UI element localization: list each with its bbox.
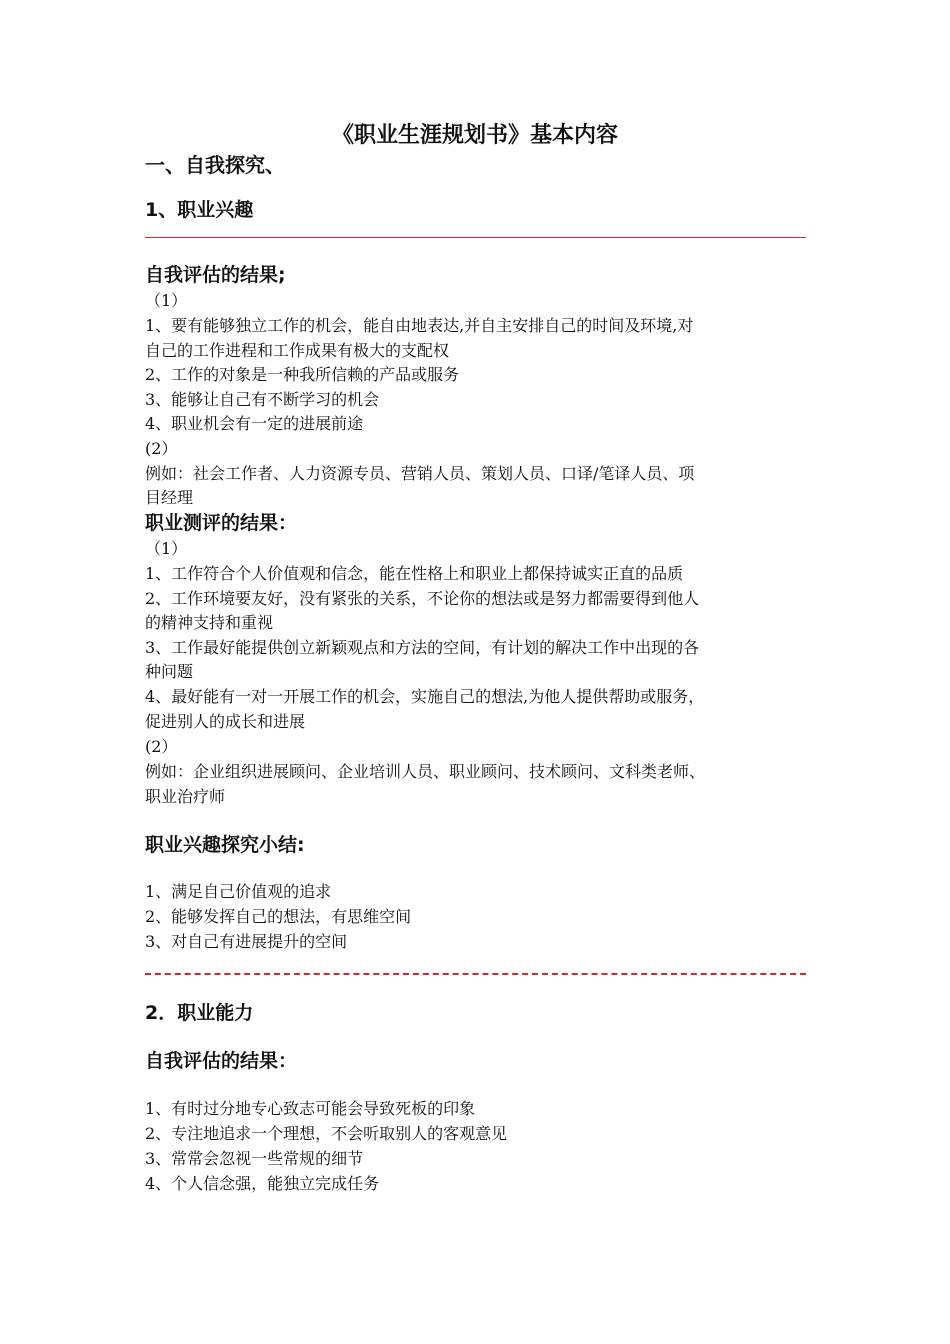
red-divider-solid: [145, 237, 806, 238]
self-eval-example: 例如：社会工作者、人力资源专员、营销人员、策划人员、口译/笔译人员、项: [145, 464, 695, 483]
test-eval-heading: 职业测评的结果：: [145, 512, 298, 534]
subsection-heading-career-interest: 1、职业兴趣: [145, 199, 254, 221]
self-eval-line: 1、要有能够独立工作的机会，能自由地表达,并自主安排自己的时间及环境,对: [145, 316, 694, 335]
ability-self-eval-line: 4、个人信念强，能独立完成任务: [145, 1174, 380, 1193]
test-eval-line: 促进别人的成长和进展: [145, 712, 306, 731]
self-eval-example: 目经理: [145, 488, 194, 507]
ability-self-eval-line: 1、有时过分地专心致志可能会导致死板的印象: [145, 1099, 476, 1118]
test-eval-line: 种问题: [145, 662, 194, 681]
test-eval-example: 职业治疗师: [145, 787, 226, 806]
test-eval-line: 的精神支持和重视: [145, 613, 274, 632]
self-eval-part2-label: (2）: [145, 439, 178, 458]
self-eval-heading: 自我评估的结果;: [145, 264, 286, 286]
red-divider-dashed: [145, 973, 806, 975]
test-eval-line: 4、最好能有一对一开展工作的机会，实施自己的想法,为他人提供帮助或服务，: [145, 687, 705, 706]
document-title: 《职业生涯规划书》基本内容: [331, 123, 618, 148]
test-eval-part2-label: (2）: [145, 737, 178, 756]
self-eval-line: 3、能够让自己有不断学习的机会: [145, 390, 380, 409]
self-eval-part1-label: （1）: [145, 291, 188, 310]
interest-summary-line: 3、对自己有进展提升的空间: [145, 932, 348, 951]
test-eval-line: 1、工作符合个人价值观和信念，能在性格上和职业上都保持诚实正直的品质: [145, 564, 684, 583]
self-eval-line: 4、职业机会有一定的进展前途: [145, 414, 364, 433]
ability-self-eval-heading: 自我评估的结果：: [145, 1050, 298, 1072]
interest-summary-line: 1、满足自己价值观的追求: [145, 882, 332, 901]
interest-summary-line: 2、能够发挥自己的想法，有思维空间: [145, 907, 412, 926]
self-eval-line: 自己的工作进程和工作成果有极大的支配权: [145, 341, 450, 360]
test-eval-example: 例如：企业组织进展顾问、企业培训人员、职业顾问、技术顾问、文科类老师、: [145, 762, 706, 781]
test-eval-part1-label: （1）: [145, 539, 188, 558]
ability-self-eval-line: 3、常常会忽视一些常规的细节: [145, 1149, 364, 1168]
section-heading-self-exploration: 一、自我探究、: [145, 153, 285, 177]
self-eval-line: 2、工作的对象是一种我所信赖的产品或服务: [145, 365, 460, 384]
test-eval-line: 3、工作最好能提供创立新颖观点和方法的空间，有计划的解决工作中出现的各: [145, 638, 700, 657]
ability-self-eval-line: 2、专注地追求一个理想，不会听取别人的客观意见: [145, 1124, 508, 1143]
test-eval-line: 2、工作环境要友好，没有紧张的关系，不论你的想法或是努力都需要得到他人: [145, 589, 700, 608]
subsection-heading-career-ability: 2．职业能力: [145, 1002, 254, 1024]
interest-summary-heading: 职业兴趣探究小结:: [145, 834, 305, 856]
